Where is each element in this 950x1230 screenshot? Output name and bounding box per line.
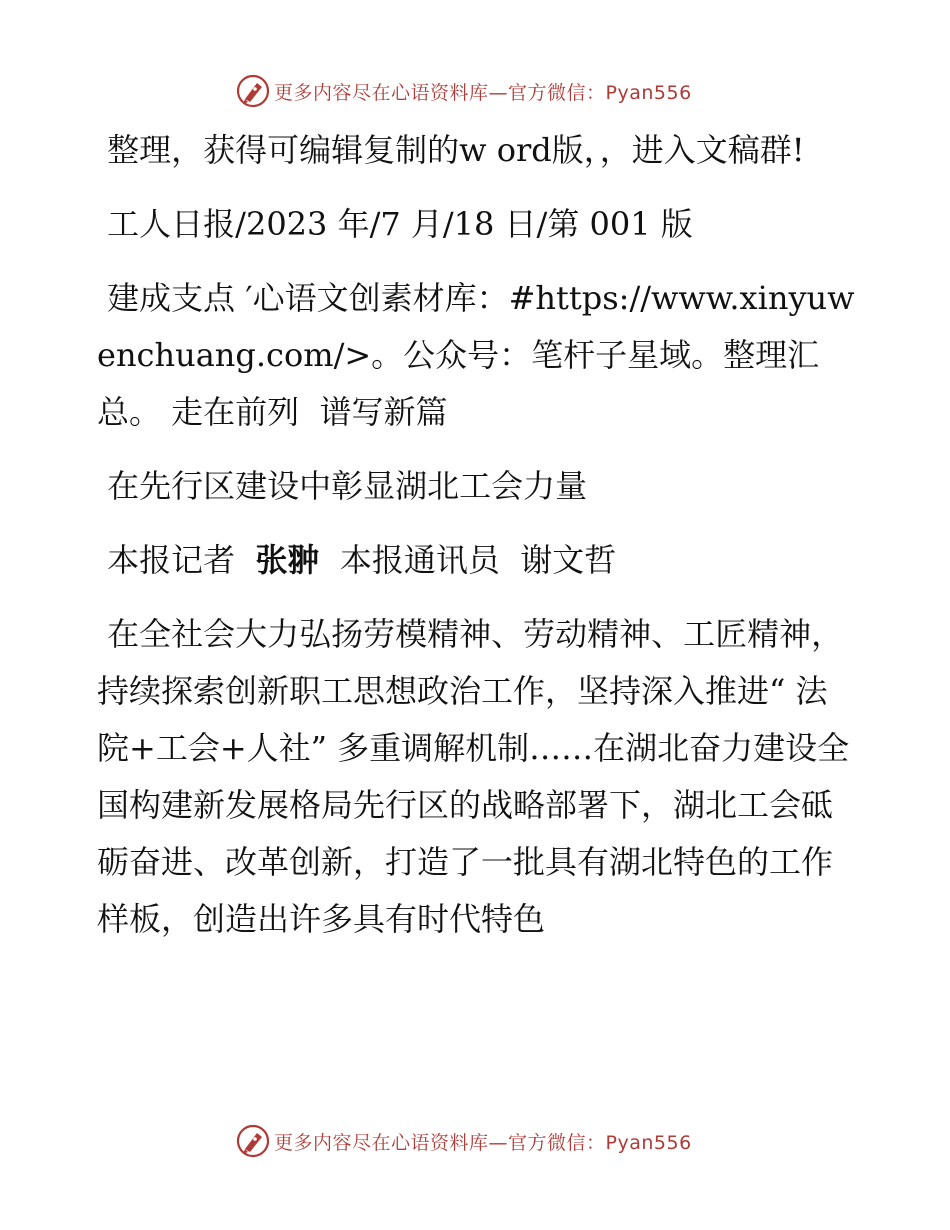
watermark-text: 更多内容尽在心语资料库—官方微信：Pyan556: [274, 1131, 692, 1154]
wechat-id: Pyan556: [605, 81, 692, 104]
pen-nib-logo-icon: [236, 1124, 270, 1158]
watermark-text: 更多内容尽在心语资料库—官方微信：Pyan556: [274, 81, 692, 104]
header-watermark-banner: [236, 74, 756, 108]
document-body: [97, 122, 857, 965]
paragraph-headline: 建成支点 ′心语文创素材库：#https://www.xinyuwenchuang.com/>。公众号：笔杆子星域。整理汇总。 走在前列 谱写新篇: [97, 279, 855, 431]
pen-nib-logo-icon: [236, 74, 270, 108]
paragraph-subtitle: 在先行区建设中彰显湖北工会力量: [97, 467, 588, 505]
byline-suffix: 本报通讯员 谢文哲: [319, 541, 617, 579]
footer-watermark-banner: [236, 1124, 756, 1158]
paragraph-byline: [97, 532, 857, 589]
wechat-id: Pyan556: [605, 1131, 692, 1154]
paragraph-body: 在全社会大力弘扬劳模精神、劳动精神、工匠精神，持续探索创新职工思想政治工作，坚持深入推进“ 法院+工会+人社” 多重调解机制……在湖北奋力建设全国构建新发展格局先行区的战略部署下，湖北工会砥砺奋进、改革创新，打造了一批具有湖北特色的工作样板，创造出许多具有时代特色: [97, 615, 850, 938]
byline-prefix: 本报记者: [97, 541, 256, 579]
paragraph-intro: 整理，获得可编辑复制的w ord版，，进入文稿群!: [97, 131, 805, 169]
paragraph-source-line: 工人日报/2023 年/7 月/18 日/第 001 版: [97, 205, 693, 243]
reporter-name: 张翀: [255, 541, 320, 579]
